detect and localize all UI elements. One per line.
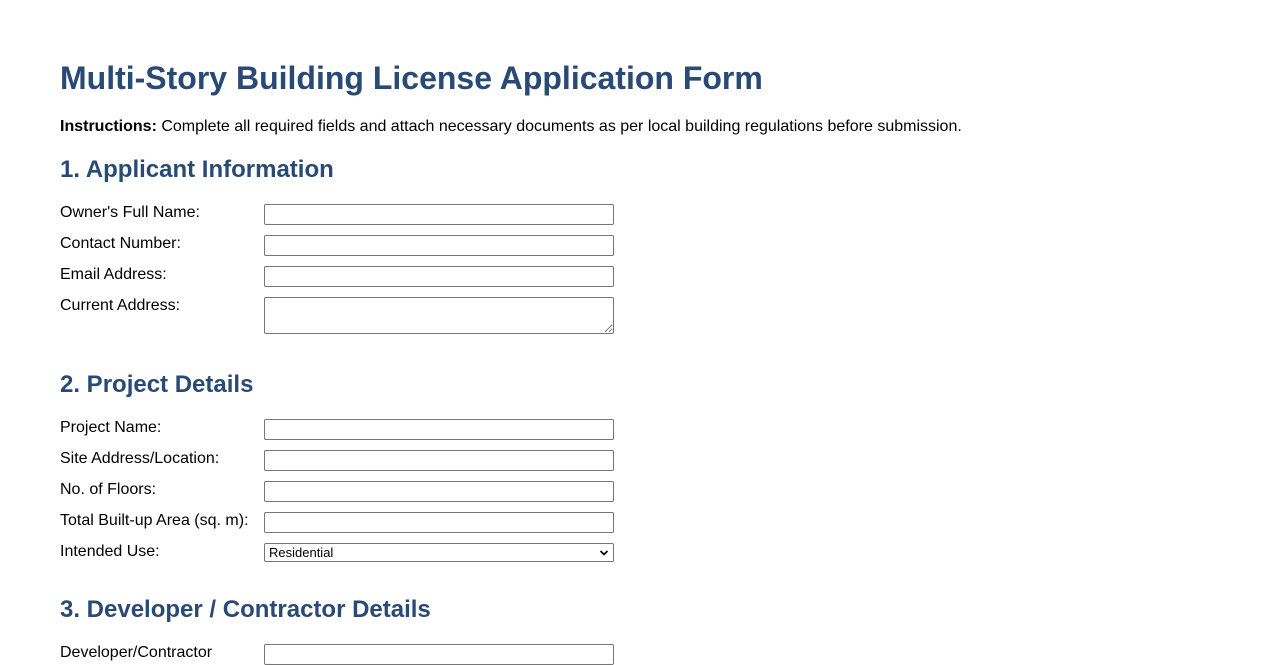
floors-input[interactable] <box>264 481 614 502</box>
section-heading-applicant: 1. Applicant Information <box>60 156 334 183</box>
project-name-input[interactable] <box>264 419 614 440</box>
project-name-label: Project Name: <box>60 419 162 436</box>
floors-label: No. of Floors: <box>60 481 157 498</box>
developer-name-input[interactable] <box>264 644 614 665</box>
contact-number-label: Contact Number: <box>60 235 181 252</box>
intended-use-selected-value: Residential <box>269 545 334 560</box>
developer-name-label: Developer/Contractor <box>60 644 213 661</box>
instructions <box>60 117 962 136</box>
instructions-label: Instructions: <box>60 118 157 135</box>
section-heading-project: 2. Project Details <box>60 371 254 398</box>
intended-use-select[interactable] <box>264 543 614 562</box>
current-address-textarea[interactable] <box>264 297 614 334</box>
built-up-area-label: Total Built-up Area (sq. m): <box>60 512 249 529</box>
instructions-text: Complete all required fields and attach necessary documents as per local building regulations before submission. <box>161 118 962 135</box>
intended-use-label: Intended Use: <box>60 543 160 560</box>
built-up-area-input[interactable] <box>264 512 614 533</box>
site-address-label: Site Address/Location: <box>60 450 220 467</box>
email-address-input[interactable] <box>264 266 614 287</box>
section-heading-developer: 3. Developer / Contractor Details <box>60 596 431 623</box>
page-title: Multi-Story Building License Application Form <box>60 60 763 96</box>
owner-name-label: Owner's Full Name: <box>60 204 200 221</box>
owner-name-input[interactable] <box>264 204 614 225</box>
email-address-label: Email Address: <box>60 266 167 283</box>
site-address-input[interactable] <box>264 450 614 471</box>
current-address-label: Current Address: <box>60 297 181 314</box>
chevron-down-icon <box>599 548 609 558</box>
contact-number-input[interactable] <box>264 235 614 256</box>
